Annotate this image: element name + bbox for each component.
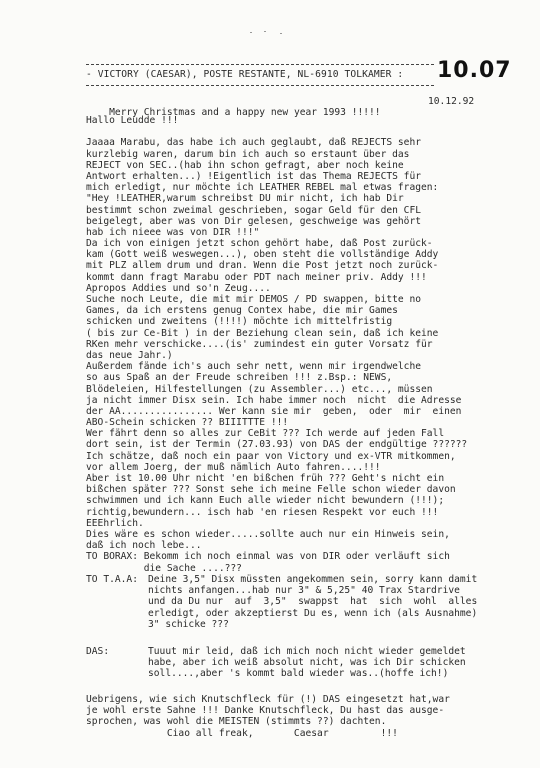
closing-line: Uebrigens, wie sich Knutschfleck für (!) DAS eingesetzt hat,war — [86, 694, 450, 705]
body-line: hab ich nieee was von DIR !!!" — [86, 226, 260, 238]
body-line: Jaaaa Marabu, das habe ich auch geglaubt, daß REJECTS sehr — [86, 137, 422, 149]
header-rule-top — [86, 64, 434, 65]
body-line: Ich schätze, daß noch ein paar von Victory und ex-VTR mitkommen, — [86, 450, 456, 462]
body-line: schicken und zweitens (!!!!) möchte ich mittelfristig — [86, 316, 393, 328]
body-line: Hallo Leudde !!! — [86, 115, 179, 126]
tta-line: erledigt, oder akzeptierst Du es, wenn ich (als Ausnahme) — [148, 607, 478, 619]
body-line: kommt dann fragt Marabu oder PDT nach meiner priv. Addy !!! — [86, 271, 427, 283]
body-line: vor allem Joerg, der muß nämlich Auto fahren....!!! — [86, 461, 381, 473]
body-line: ja nicht immer Disx sein. Ich habe immer noch nicht die Adresse — [86, 394, 462, 406]
closing-line: je wohl erste Sahne !!! Danke Knutschfleck, Du hast das ausge- — [86, 705, 445, 717]
closing-line: sprochen, was wohl die MEISTEN (stimmts ??) dachten. — [86, 716, 387, 728]
body-line: schwimmen und ich kann Euch alle wieder nicht bewundern (!!!); — [86, 495, 445, 507]
das-line: Tuuut mir leid, daß ich mich noch nicht wieder gemeldet — [148, 646, 466, 657]
header-address: - VICTORY (CAESAR), POSTE RESTANTE, NL-6910 TOLKAMER : — [86, 69, 404, 80]
tta-line: 3" schicke ??? — [148, 618, 229, 630]
body-line: bestimmt schon zweimal geschrieben, sogar Geld für den CFL — [86, 204, 422, 216]
body-line: dort sein, ist der Termin (27.03.93) von DAS der endgültige ?????? — [86, 439, 468, 451]
tta-line: nichts anfangen...hab nur 3" & 5,25" 40 Trax Stardrive — [148, 585, 460, 597]
body-line: daß ich noch lebe... — [86, 540, 202, 552]
body-line: das neue Jahr.) — [86, 349, 173, 361]
body-line: Aber ist 10.00 Uhr nicht 'en bißchen früh ??? Geht's nicht ein — [86, 473, 445, 484]
body-line: Dies wäre es schon wieder.....sollte auch nur ein Hinweis sein, — [86, 528, 450, 540]
body-line: Außerdem fände ich's auch sehr nett, wenn mir irgendwelche — [86, 361, 422, 373]
body-line: REJECT von SEC..(hab ihn schon gefragt, aber noch keine — [86, 159, 404, 171]
body-line: ABO-Schein schicken ?? BIIITTTE !!! — [86, 417, 289, 429]
body-line: ( bis zur Ce-Bit ) in der Beziehung clean sein, daß ich keine — [86, 327, 439, 339]
letter-date: 10.12.92 — [428, 96, 475, 107]
body-line: richtig,bewundern... isch hab 'en riesen Respekt vor euch !!! — [86, 506, 439, 518]
signature-line: Ciao all freak, Caesar !!! — [86, 727, 398, 739]
body-line: die Sache ....??? — [86, 562, 242, 574]
body-line: Games, da ich erstens genug Contex habe, die mir Games — [86, 305, 398, 317]
body-line: Apropos Addies und so'n Zeug.... — [86, 282, 271, 294]
body-line: kurzlebig waren, darum bin ich auch so erstaunt über das — [86, 148, 410, 160]
body-line: beigelegt, aber was von Dir gelesen, geschweige was gehört — [86, 215, 422, 227]
body-line: Antwort erhalten...) !Eigentlich ist das Thema REJECTS für — [86, 170, 422, 182]
das-label: DAS: — [86, 646, 110, 657]
body-line: Wer fährt denn so alles zur CeBit ??? Ich werde auf jeden Fall — [86, 428, 445, 440]
body-line: RKen mehr verschicke....(is' zumindest ein guter Vorsatz für — [86, 338, 433, 350]
body-line: Suche noch Leute, die mit mir DEMOS / PD swappen, bitte no — [86, 294, 422, 305]
tta-label: TO T.A.A: — [86, 574, 138, 585]
body-line: mit PLZ allem drum und dran. Wenn die Post jetzt noch zurück- — [86, 260, 439, 272]
body-gap — [86, 126, 526, 137]
body-line: EEEhrlich. — [86, 517, 144, 529]
page-number: 10.07 — [437, 58, 512, 83]
letter-body — [86, 115, 526, 574]
header-rule-bottom — [86, 85, 434, 86]
body-line: kam (Gott weiß weswegen...), oben steht die vollständige Addy — [86, 249, 439, 261]
das-line: habe, aber ich weiß absolut nicht, was ich Dir schicken — [148, 657, 466, 669]
body-line: "Hey !LEATHER,warum schreibst DU mir nicht, ich hab Dir — [86, 193, 404, 205]
closing-block — [86, 694, 526, 739]
scan-specks — [250, 30, 290, 36]
body-line: mich erledigt, nur möchte ich LEATHER REBEL mal etwas fragen: — [86, 182, 439, 194]
body-line: bißchen später ??? Sonst sehe ich meine Felle schon wieder davon — [86, 484, 456, 496]
body-line: so aus Spaß an der Freude schreiben !!! z.Bsp.: NEWS, — [86, 372, 393, 384]
body-line: Da ich von einigen jetzt schon gehört habe, daß Post zurück- — [86, 238, 433, 250]
section-das — [86, 646, 526, 680]
tta-line: und da Du nur auf 3,5" swappst hat sich wohl alles — [148, 596, 478, 608]
das-line: soll....,aber 's kommt bald wieder was..(hoffe ich!) — [148, 668, 449, 680]
section-tta — [86, 574, 526, 630]
tta-line: Deine 3,5" Disx müssten angekommen sein, sorry kann damit — [148, 574, 478, 585]
body-line: der AA................ Wer kann sie mir geben, oder mir einen — [86, 405, 462, 417]
season-greeting: Merry Christmas and a happy new year 1993 !!!!! — [109, 107, 381, 118]
body-line: TO BORAX: Bekomm ich noch einmal was von DIR oder verläuft sich — [86, 551, 450, 563]
body-line: Blödeleien, Hilfestellungen (zu Assembler...) etc..., müssen — [86, 383, 433, 395]
